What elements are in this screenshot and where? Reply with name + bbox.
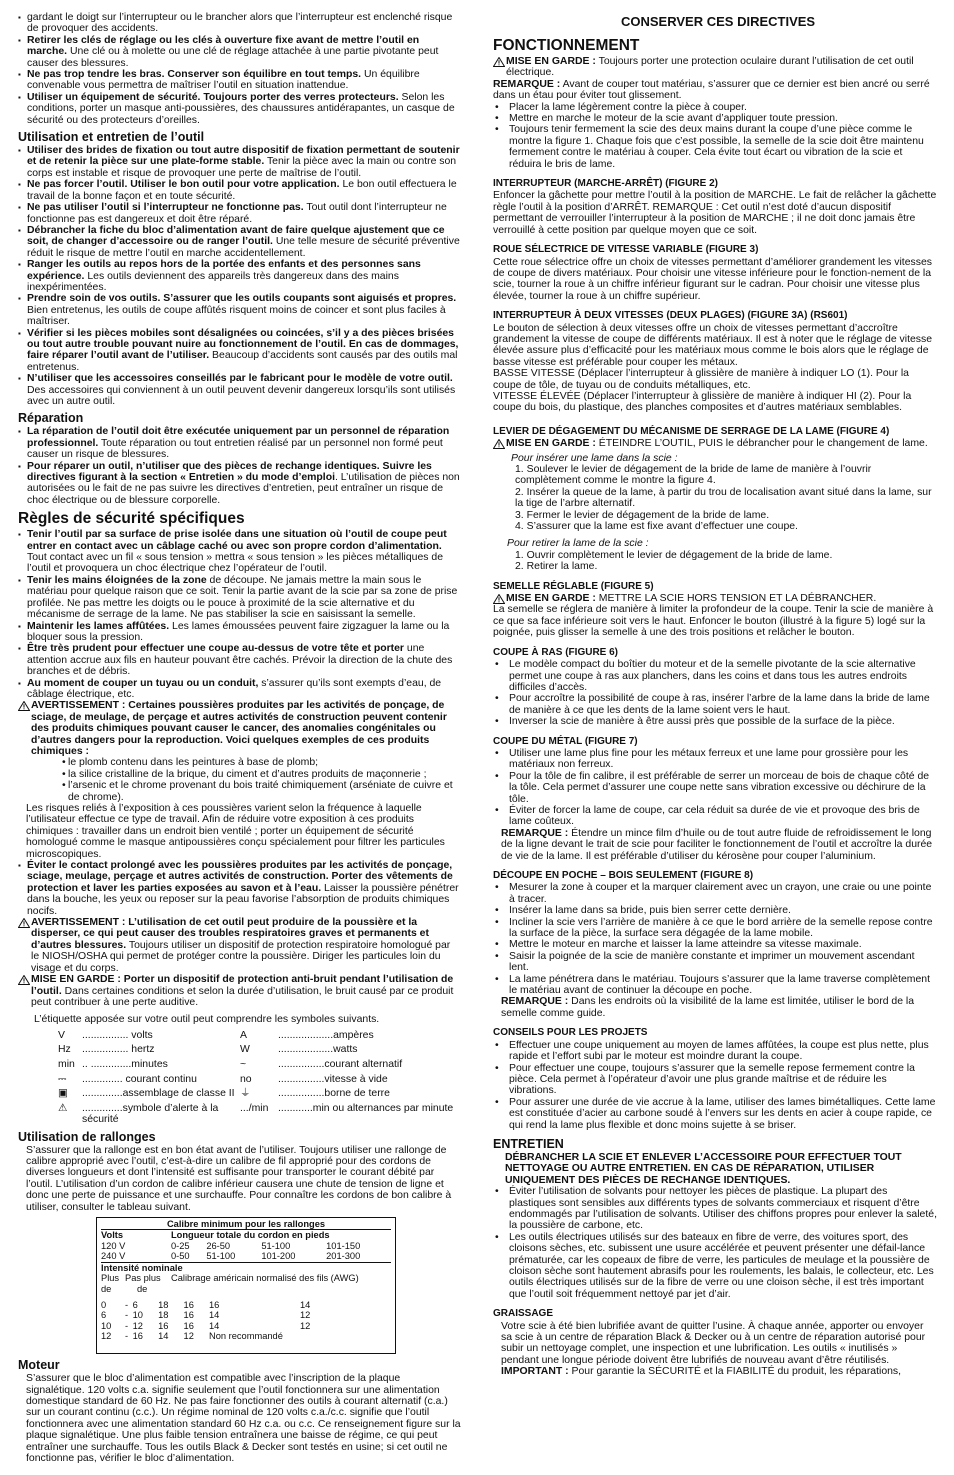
length-header: Longueur totale du cordon en pieds (171, 1230, 330, 1241)
important-text: Pour garantie la SÉCURITÉ et la FIABILITÉ du produit, les réparations, (568, 1366, 902, 1378)
table-cell: - (125, 1310, 129, 1321)
right-column (493, 12, 937, 1378)
list-item (18, 529, 461, 575)
table-row (101, 1300, 391, 1310)
list-item: • Incliner la scie vers l’arrière de manière à ce que le bord arrière de la semelle repose contre la surface de la pièce, la surface sera dégagée de la lame mobile. (493, 917, 937, 940)
fonctionnement-title: FONCTIONNEMENT (493, 37, 640, 54)
left-column (18, 12, 461, 1464)
symbol-glyph: ⏚ (240, 1088, 251, 1100)
item-bold: Débrancher la fiche du bloc d’alimentation avant de faire quelque ajustement que ce soit, de changer d’accessoire ou de ranger l’outil. (27, 224, 445, 248)
mise-label: MISE EN GARDE : (506, 56, 596, 67)
item-bold: Ne pas trop tendre les bras. Conserver son équilibre en tout temps. (27, 69, 362, 81)
table-cell: 16 (158, 1320, 169, 1331)
remarque-text: Avant de couper tout matériau, s’assurer que ce dernier est bien ancré ou serré dans un étau pour éviter tout glissement. (493, 78, 930, 102)
symbol-label: ................ volts (82, 1029, 153, 1041)
symbol-row (58, 1059, 458, 1074)
symbol-label: ................borne de terre (278, 1088, 390, 1100)
roue-title: ROUE SÉLECTRICE DE VITESSE VARIABLE (FIGURE 3) (493, 244, 759, 256)
intro-list (18, 12, 461, 126)
symbol-glyph: ⚠ (58, 1102, 68, 1114)
warning-noise-text: Dans certaines conditions et selon la durée d’utilisation, le bruit causé par ce produit peut contribuer à une perte auditive. (31, 985, 454, 1008)
entretien-list (493, 1186, 937, 1300)
metal-list (493, 748, 937, 828)
symbol-label: .............. courant continu (82, 1073, 197, 1085)
entretien-title: ENTRETIEN (493, 1136, 564, 1151)
mise-en-garde-semelle (493, 593, 937, 604)
list-item: • Pour effectuer une coupe, toujours s’assurer que la semelle repose fermement contre la pièce. Cela permet à l’opérateur d’avoir une plus grande maîtrise et de réduire les vibrations. (493, 1063, 937, 1097)
list-item: • Pour assurer une durée de vie accrue à la lame, utiliser des lames bimétalliques. Cette lame est constituée d’acier au carbone soudé à l’envers sur les dents en acier à coupe rapide, ce qui rend la lame plus flexible et donc moins sujette à se briser. (493, 1097, 937, 1131)
symbol-glyph: V (58, 1029, 65, 1041)
table-cell: 26-50 (206, 1240, 231, 1251)
table-cell: - (125, 1300, 129, 1311)
table-row (101, 1251, 391, 1261)
table-row (101, 1331, 391, 1341)
conserver-title: CONSERVER CES DIRECTIVES (621, 14, 816, 29)
symbols-intro: L’étiquette apposée sur votre outil peut comprendre les symboles suivants. (34, 1014, 380, 1026)
warning-triangle-icon (493, 439, 505, 449)
awg-label: Calibrage américain normalisé des fils (AWG) (171, 1273, 359, 1284)
table-cell: 12 (299, 1320, 311, 1331)
list-item: • le plomb contenu dans les peintures à base de plomb; (62, 757, 461, 768)
list-item: • Le modèle compact du boîtier du moteur et de la semelle pivotante de la scie alternative permet une coupe à ras aux planchers, dans les coins et dans tous les autres endroits difficiles d’accès. (493, 659, 937, 693)
symbol-row (58, 1088, 458, 1103)
inserer-steps (503, 464, 937, 532)
item-text: Un équilibre convenable vous permettra de maîtriser l’outil en situation inattendue. (27, 69, 420, 92)
list-item: 3. Fermer le levier de dégagement de la bride de lame. (515, 509, 770, 521)
conseils-list (493, 1040, 937, 1131)
item-text: s’assurer qu’ils sont exempts d’eau, de câblage électrique, etc. (27, 677, 442, 700)
list-item (18, 12, 461, 35)
item-bold: Maintenir les lames affûtées. (27, 620, 170, 632)
table-cell: 12 (299, 1310, 311, 1321)
amperage-table (101, 1263, 391, 1341)
ras-list (493, 659, 937, 727)
symbol-label: ..............symbole d’alerte à la sécurité (82, 1102, 219, 1126)
table-cell: 12 (132, 1320, 143, 1331)
table-cell: 240 V (101, 1250, 126, 1261)
item-text: Bien entretenus, les outils de coupe affûtés risquent moins de coincer et sont plus faciles à maîtriser. (27, 304, 446, 328)
symbol-glyph: Hz (58, 1044, 71, 1056)
vitesse-elevee-paragraph: VITESSE ÉLEVÉE (Déplacer l’interrupteur à glissière de manière à indiquer HI (2). Pour la coupe du bois, du plastique, des planches composites et d’autres matériaux semblables. (493, 390, 912, 414)
table-cell: 10 (101, 1320, 112, 1331)
list-item (18, 373, 461, 407)
symbol-row (58, 1030, 458, 1045)
table-cell: 16 (183, 1310, 194, 1321)
mise-label: MISE EN GARDE : (506, 593, 596, 605)
list-item: • l’arsenic et le chrome provenant du bois traité chimiquement (arséniate de cuivre et de chrome). (62, 780, 461, 803)
warning-respiratory-bold: AVERTISSEMENT : L’utilisation de cet outil peut produire de la poussière et la disperser, ce qui peut causer des troubles respiratoires graves et permanents et d’autres blessures. (31, 917, 429, 951)
plus-header: Plus (101, 1273, 120, 1284)
de-label: de (101, 1283, 112, 1294)
list-item: • Éviter l’utilisation de solvants pour nettoyer les pièces de plastique. La plupart des plastiques sont sensibles aux différents types de solvants commerciaux et risquent d’être endommagés par l’utilisation de solvants. Utiliser des chiffons propres pour enlever la saleté, la poussière de carbone, etc. (493, 1186, 937, 1232)
list-item: • Les outils électriques utilisés sur des bateaux en fibre de verre, des voitures sport, des cloisons sèches, etc. subissent une usure accélérée et peuvent présenter une défail-lance prématurée, car les copeaux de fibre de verre, les particules de meulage et la poussière de cloison sèche sont hautement abrasifs pour les roulements, les balais, le collecteur, etc. Les outils électriques utilisés sur de la fibre de verre ou une cloison sèche, il est très important que l’outil soit fréquemment nettoyé par jet d’air. (493, 1232, 937, 1300)
list-item: • Éviter de forcer la lame de coupe, car cela réduit sa durée de vie et provoque des bris de lame coûteux. (493, 805, 937, 828)
symbol-glyph: ~ (240, 1058, 247, 1070)
list-item (18, 293, 461, 327)
interrupteur-paragraph: Enfoncer la gâchette pour mettre l’outil à la position de MARCHE. Le fait de relâcher la gâchette règle l’outil à la position d’ARRÊT. REMARQUE : Cet outil n’est doté d’aucun dispositif permettant de verrouiller l’interrupteur à la position de MARCHE ; il ne doit donc jamais être verrouillé à cette position par quelque moyen que ce soit. (493, 190, 937, 236)
table-cell: 51-100 (261, 1240, 291, 1251)
item-bold: Être très prudent pour effectuer une coupe au-dessus de votre tête et porter (27, 643, 404, 655)
item-text: Les outils deviennent des appareils très dangereux dans des mains inexpérimentées. (27, 270, 399, 293)
item-bold: Retirer les clés de réglage ou les clés à ouverture fixe avant de mettre l’outil en marche. (27, 34, 420, 58)
item-bold: N’utiliser que les accessoires conseillés par le fabricant pour le modèle de votre outil. (27, 373, 453, 385)
table-cell: 6 (101, 1310, 107, 1321)
metal-title: COUPE DU MÉTAL (FIGURE 7) (493, 735, 638, 747)
list-item (18, 860, 461, 917)
item-text: une attention accrue aux fils en hauteur pouvant être cachés. Prévoir la direction de la chute des branches et de débris. (27, 643, 453, 678)
graissage-paragraph: Votre scie à été bien lubrifiée avant de quitter l’usine. À chaque année, apporter ou envoyer sa scie à un centre de réparation Black & Decker ou à un centre de réparation autorisé pour subir un nettoyage complet, une inspection et une lubrification. Les outils « inutilisés » pendant une longue période doivent être lubrifiés de nouveau avant d’être réutilisés. (501, 1320, 926, 1366)
deux-vitesses-paragraph: Le bouton de sélection à deux vitesses offre un choix de vitesses permettant d’accroître grandement la vitesse de coupe de différents matériaux. Il est à noter que le réglage de vitesse élevée assure plus d’efficacité pour les matériaux mous comme le bois alors que le réglage de basse vitesse est préférable pour couper les métaux. (493, 322, 933, 368)
symbol-glyph: W (240, 1044, 250, 1056)
mise-en-garde-levier (493, 438, 937, 449)
list-item: • Toujours tenir fermement la scie des deux mains durant la coupe d’une pièce comme le montre la figure 1. Chaque fois que c’est possible, la semelle de la scie doit être maintenu fermement contre le matériau à couper. Cela évite tout écart ou vibration de la scie et réduira le bris de lame. (493, 124, 937, 170)
conseils-title: CONSEILS POUR LES PROJETS (493, 1027, 648, 1039)
levier-title: LEVIER DE DÉGAGEMENT DU MÉCANISME DE SERRAGE DE LA LAME (FIGURE 4) (493, 425, 890, 437)
warning-noise (18, 974, 461, 1008)
list-item (18, 461, 461, 507)
symbol-label: ..............assemblage de classe II (82, 1088, 235, 1100)
rallonges-paragraph: S’assurer que la rallonge est en bon état avant de l’utiliser. Toujours utiliser une rallonge de calibre approprié avec l’outil, c’est-à-dire un calibre de fil approprié pour des cordons de diverses longueurs et dont l’intensité est suffisante pour transporter le courant débité par l’outil. L’utilisation d’un cordon de calibre inférieur causera une chute de tension de ligne et donc une perte de puissance et une surchauffe. Pour connaître les cordons de bon calibre à utiliser, consulter le tableau suivant. (26, 1144, 452, 1213)
item-text: Laisser la poussière pénétrer dans la bouche, les yeux ou reposer sur la peau favorise l’absorption de produits chimiques nocifs. (27, 882, 459, 917)
warning-dust-text: AVERTISSEMENT : Certaines poussières produites par les activités de ponçage, de sciage, de meulage, de perçage et autres activités de construction peuvent contenir des produits chimiques pouvant causer le cancer, des anomalies congénitales ou d’autres dangers pour la reproduction. Voici quelques exemples de ces produits chimiques : (31, 700, 447, 757)
chemicals-list (62, 757, 461, 803)
remarque-label: REMARQUE : (493, 78, 561, 90)
table-cell: 0-25 (171, 1240, 190, 1251)
remarque-label: REMARQUE : (501, 827, 569, 839)
item-text: Toute réparation ou tout entretien réalisé par un personnel non formé peut causer un risque de blessures. (27, 437, 443, 461)
pas-plus-and-awg-header (125, 1273, 391, 1283)
item-text: Une telle mesure de sécurité préventive réduit le risque de mettre l’outil en marche accidentellement. (27, 236, 460, 259)
moteur-paragraph: S’assurer que le bloc d’alimentation est compatible avec l’inscription de la plaque signalétique. 120 volts c.a. signifie seulement que l’outil fonctionnera sur une alimentation domestique standard de 60 Hz. Ne pas faire fonctionner des outils à courant alternatif (c.a.) sur un courant continu (c.c.). Un régime nominal de 120 volts c.a./c.c. signifie que l’outil fonctionnera avec une alimentation standard 60 Hz c.a. ou c.c. Ce renseignement figure sur la plaque signalétique. Une plus faible tension entraînera une baisse de régime, ce qui peut entraîner une surchauffe. Tous les outils Black & Decker sont testés en usine; si cet outil ne fonctionne pas, vérifier le bloc d’alimentation. (26, 1373, 461, 1465)
warning-triangle-icon (493, 594, 505, 604)
symbol-glyph: ⎓ (58, 1073, 67, 1085)
retirer-steps (503, 550, 937, 573)
list-item: 1. Ouvrir complètement le levier de dégagement de la bride de lame. (515, 549, 833, 561)
table-cell: - (125, 1320, 129, 1331)
important-label: IMPORTANT : (501, 1366, 569, 1378)
list-item (18, 621, 461, 644)
table-cell: 201-300 (326, 1250, 361, 1261)
item-bold: Tenir l’outil par sa surface de prise isolée dans une situation où l’outil de coupe peut entrer en contact avec un câblage caché ou avec son propre cordon d’alimentation. (27, 529, 447, 552)
list-item: • Inverser la scie de manière à être aussi près que possible de la surface de la pièce. (493, 716, 937, 727)
item-bold: Éviter le contact prolongé avec les poussières produites par les activités de ponçage, sciage, meulage, perçage et autres activités de construction. Porter des vêtements de protection et laver les parties exposées au savon et à l’eau. (27, 860, 453, 894)
list-item: 4. S’assurer que la lame est fixe avant d’effectuer une coupe. (515, 521, 798, 533)
list-item (18, 426, 461, 460)
utilisation-list (18, 145, 461, 407)
list-item: • Insérer la lame dans sa bride, puis bien serrer cette dernière. (493, 905, 937, 916)
table-cell: 10 (132, 1310, 143, 1321)
deux-vitesses-title: INTERRUPTEUR À DEUX VITESSES (DEUX PLAGES) (FIGURE 3A) (RS601) (493, 310, 848, 322)
symbol-label: .. ..............minutes (82, 1058, 168, 1070)
symbol-glyph: min (58, 1058, 75, 1070)
list-item: • Mettre en marche le moteur de la scie avant d’appliquer toute pression. (493, 113, 937, 124)
list-item (18, 35, 461, 69)
remarque-text: Étendre un mince film d’huile ou de tout autre fluide de refroidissement le long de la ligne devant le trait de scie pour faciliter le fonctionnement de l’outil et accroître la durée de vie de la lame. Il est préférable d’utiliser du kérosène pour couper l’aluminium. (501, 827, 933, 862)
symbol-glyph: no (240, 1073, 252, 1085)
list-item (18, 69, 461, 92)
symbol-label: ...................ampères (278, 1029, 374, 1041)
table-row (101, 1321, 391, 1331)
mise-text: METTRE LA SCIE HORS TENSION ET LA DÉBRANCHER. (595, 593, 877, 605)
table-cell: 18 (158, 1310, 169, 1321)
table-cell: 14 (209, 1310, 220, 1321)
symbol-label: ...................watts (278, 1044, 358, 1056)
list-item: • Saisir la poignée de la scie de manière constante et imprimer un mouvement ascendant lent. (493, 951, 937, 974)
list-item (18, 259, 461, 293)
list-item (18, 678, 461, 701)
item-bold: Ranger les outils au repos hors de la portée des enfants et des personnes sans expérience. (27, 259, 421, 282)
semelle-title: SEMELLE RÉGLABLE (FIGURE 5) (493, 580, 654, 592)
item-text: Beaucoup d’accidents sont causés par des outils mal entretenus. (27, 350, 458, 373)
list-item (18, 92, 461, 126)
table-row (101, 1310, 391, 1320)
reparation-list (18, 426, 461, 506)
table-cell: 0 (101, 1300, 107, 1311)
item-text: . L’utilisation de pièces non autorisées ou le fait de ne pas suivre les directives d’entretien, peut entraîner un risque de choc électrique ou de blessure corporelle. (27, 472, 460, 506)
section-title-regles: Règles de sécurité spécifiques (18, 510, 245, 528)
amperage-header: Intensité nominale (101, 1263, 183, 1274)
extension-cord-table (96, 1217, 396, 1354)
poche-title: DÉCOUPE EN POCHE – BOIS SEULEMENT (FIGURE 8) (493, 870, 754, 881)
table-cell: 14 (209, 1320, 220, 1331)
symbol-row (58, 1103, 458, 1126)
symbol-row (58, 1044, 458, 1059)
fonctionnement-list (493, 102, 937, 170)
table-caption: Calibre minimum pour les rallonges (101, 1219, 391, 1230)
list-item: • Pour la tôle de fin calibre, il est préférable de serrer un morceau de bois de chaque côté de la tôle. Cela permet d’assurer une coupe nette sans vibration excessive ou déchirure de la tôle. (493, 771, 937, 805)
table-cell: 16 (183, 1320, 194, 1331)
list-item: 2. Insérer la queue de la lame, à partir du trou de localisation avant situé dans la lame, sur la tige de l’arbre alternatif. (515, 486, 932, 510)
warning-triangle-icon (18, 918, 30, 928)
regles-list (18, 529, 461, 700)
item-text: Des accessoires qui conviennent à un outil peuvent devenir dangereux lorsqu’ils sont utilisés avec un autre outil. (27, 384, 456, 407)
section-title-moteur: Moteur (18, 1358, 60, 1373)
warning-noise-bold: MISE EN GARDE : Porter un dispositif de protection anti-bruit pendant l’utilisation de l’outil. (31, 974, 454, 997)
list-item: • Placer la lame légèrement contre la pièce à couper. (493, 102, 937, 113)
item-bold: Prendre soin de vos outils. S’assurer que les outils coupants sont aiguisés et propres. (27, 293, 457, 305)
list-item: • la silice cristalline de la brique, du ciment et d’autres produits de maçonnerie ; (62, 769, 461, 780)
table-cell: 14 (158, 1330, 169, 1341)
list-item: 2. Retirer la lame. (515, 561, 598, 573)
item-bold: Pour réparer un outil, n’utiliser que des pièces de rechange identiques. Suivre les directives figurant à la section « Entretien » du mode d’emploi (27, 460, 432, 484)
list-item (18, 643, 461, 677)
interrupteur-title: INTERRUPTEUR (MARCHE-ARRÊT) (FIGURE 2) (493, 178, 718, 190)
list-item: • Mettre le moteur en marche et laisser la lame atteindre sa vitesse maximale. (493, 939, 937, 950)
voltage-table (101, 1230, 391, 1261)
table-cell: 16 (209, 1300, 220, 1311)
semelle-paragraph: La semelle se réglera de manière à limiter la profondeur de la coupe. Tenir la scie de manière à ce que sa face inférieure soit vers le haut. Enfoncer le bouton (illustré à la figure 5) logé sur la poignée, puis glisser la semelle à une des trois positions et relâcher le bouton. (493, 604, 934, 639)
symbol-row (58, 1074, 458, 1089)
section-title-reparation: Réparation (18, 411, 84, 426)
symbols-table (58, 1030, 458, 1126)
table-cell: 16 (183, 1300, 194, 1311)
item-text: Une clé ou à molette ou une clé de réglage attachée à une partie pivotante peut causer des blessures. (27, 46, 439, 69)
item-bold: Au moment de couper un tuyau ou un conduit, (27, 677, 259, 689)
symbol-label: ............min ou alternances par minute (278, 1102, 454, 1114)
symbol-label: ................vitesse à vide (278, 1073, 388, 1085)
volts-header: Volts (101, 1230, 124, 1241)
list-item: • Utiliser une lame plus fine pour les métaux ferreux et une lame pour grossière pour les matériaux non ferreux. (493, 748, 937, 771)
warning-triangle-icon (493, 57, 505, 67)
mise-en-garde-eye (493, 56, 937, 79)
list-item (18, 575, 461, 621)
table-cell: 120 V (101, 1240, 126, 1251)
retirer-title: Pour retirer la lame de la scie : (507, 538, 649, 550)
graissage-title: GRAISSAGE (493, 1308, 554, 1320)
item-text: Tout outil dont l’interrupteur ne fonctionne pas est dangereux et doit être réparé. (27, 202, 447, 225)
list-item: 1. Soulever le levier de dégagement de la bride de lame de manière à l’ouvrir complètement comme le montre la figure 4. (515, 464, 872, 487)
remarque-label: REMARQUE : (501, 996, 569, 1008)
item-text: Le bon outil effectuera le travail de la bonne façon et en toute sécurité. (27, 179, 457, 202)
warning-triangle-icon (18, 975, 30, 985)
table-cell: 12 (183, 1330, 194, 1341)
item-bold: Ne pas forcer l’outil. Utiliser le bon outil pour votre application. (27, 179, 340, 191)
ras-title: COUPE À RAS (FIGURE 6) (493, 646, 619, 658)
item-bold: Utiliser des brides de fixation ou tout autre dispositif de fixation permettant de soutenir et de retenir la pièce sur une plate-forme stable. (27, 145, 460, 168)
item-bold: Utiliser un équipement de sécurité. Toujours porter des verres protecteurs. (27, 91, 399, 103)
de-label-2: de (137, 1283, 148, 1294)
list-item (18, 145, 461, 179)
poche-list (493, 882, 937, 996)
table-cell: 6 (132, 1300, 138, 1311)
section-title-utilisation: Utilisation et entretien de l’outil (18, 130, 205, 145)
item-text: Tout contact avec un fil « sous tension » mettra « sous tension » les pièces métalliques de l’outil et provoquera un choc électrique chez l’opérateur de l’outil. (27, 552, 443, 575)
mise-text: ÉTEINDRE L’OUTIL, PUIS le débrancher pour le changement de lame. (595, 438, 928, 450)
roue-paragraph: Cette roue sélectrice offre un choix de vitesses permettant d’améliorer grandement les vitesses de coupe de divers matériaux. Pour choisir une vitesse inférieure pour le fonction-nement de la scie, tourner la roue à un chiffre inférieur figurant sur le cadran. Pour choisir une vitesse plus élevée, tourner la roue à un chiffre supérieur. (493, 256, 932, 302)
symbol-glyph: ▣ (58, 1088, 68, 1100)
symbol-glyph: .../min (240, 1102, 269, 1114)
item-bold: Ne pas utiliser l’outil si l’interrupteur ne fonctionne pas. (27, 202, 304, 214)
symbol-label: ................ hertz (82, 1044, 155, 1056)
item-text: Tenir la pièce avec la main ou contre son corps est instable et risque de provoquer une perte de maîtrise de l’outil. (27, 156, 457, 179)
item-text: Selon les conditions, porter un masque anti-poussières, des chaussures antidérapantes, un casque de sécurité ou des protecteurs d’oreilles. (27, 91, 455, 126)
list-item (18, 328, 461, 374)
item-bold: La réparation de l’outil doit être exécutée uniquement par un personnel de réparation professionnel. (27, 426, 450, 449)
list-item: • Pour accroître la possibilité de coupe à ras, insérer l’arbre de la lame dans la bride de lame de manière à ce que les dents de la lame soient vers le haut. (493, 693, 937, 716)
list-item: • La lame pénétrera dans le matériau. Toujours s’assurer que la lame traverse complètement le matériau avant de continuer la découpe en poche. (493, 974, 937, 997)
mise-label: MISE EN GARDE : (506, 438, 596, 450)
table-cell: 16 (132, 1330, 143, 1341)
pas-plus-label: Pas plus (125, 1273, 161, 1284)
inserer-title: Pour insérer une lame dans la scie : (511, 452, 678, 464)
symbol-glyph: A (240, 1029, 247, 1041)
table-cell: 18 (158, 1300, 169, 1311)
list-item (18, 179, 461, 202)
warning-respiratory-text: Toujours utiliser un dispositif de protection respiratoire homologué par le NIOSH/OSHA qui permet de protéger contre la poussière. Diriger les particules loin du visage et du corps. (31, 939, 451, 974)
warning-respiratory (18, 917, 461, 974)
item-text: de découpe. Ne jamais mettre la main sous le matériau pour quelque raison que ce soit. Tenir la partie avant de la scie par sa zone de prise profilée. Ne pas mettre les doigts ou le pouce à proximité de la scie alternative et du mécanisme de serrage de la lame. Ne pas stabiliser la scie en saisissant la semelle. (27, 574, 458, 621)
table-cell: 12 (101, 1330, 112, 1341)
table-cell: 0-50 (171, 1250, 190, 1261)
table-cell: 101-150 (326, 1240, 361, 1251)
remarque-text: Dans les endroits où la visibilité de la lame est limitée, utiliser le bord de la semelle comme guide. (501, 996, 915, 1019)
table-row (101, 1241, 391, 1251)
item-bold: Tenir les mains éloignées de la zone (27, 574, 207, 586)
table-cell: - (125, 1330, 129, 1341)
item-text: Les lames émoussées peuvent faire zigzaguer la lame ou la bloquer sous la pression. (27, 620, 450, 643)
contact-list (18, 860, 461, 917)
section-title-rallonges: Utilisation de rallonges (18, 1129, 156, 1144)
table-cell: 14 (299, 1300, 311, 1311)
table-cell: 101-200 (261, 1250, 296, 1261)
list-item: • Effectuer une coupe uniquement au moyen de lames affûtées, la coupe est plus nette, plus rapide et l’effort subi par le moteur est moindre durant la coupe. (493, 1040, 937, 1063)
list-item (18, 202, 461, 225)
table-cell: Non recommandé (209, 1330, 283, 1341)
symbol-label: ................courant alternatif (278, 1058, 403, 1070)
list-item (18, 225, 461, 259)
warning-dust (18, 700, 461, 757)
list-item: • Mesurer la zone à couper et la marquer clairement avec un crayon, une craie ou une pointe à tracer. (493, 882, 937, 905)
item-text: gardant le doigt sur l’interrupteur ou le brancher alors que l’interrupteur est enclenché risque de provoquer des accidents. (27, 12, 453, 35)
item-bold: Vérifier si les pièces mobiles sont désalignées ou coincées, s’il y a des pièces brisées ou tout autre trouble pouvant nuire au fonctionnement de l’outil. En cas de dommages, faire réparer l’outil avant de l’utiliser. (27, 327, 459, 362)
table-cell: 51-100 (206, 1250, 236, 1261)
risk-paragraph: Les risques reliés à l’exposition à ces poussières varient selon la fréquence à laquelle l’utilisateur effectue ce type de travail. Afin de réduire votre exposition à ces produits chimiques : travailler dans un endroit bien ventilé ; porter un équipement de sécurité homologué comme le masque antipoussières conçu spécialement pour filtrer les particules microscopiques. (26, 803, 445, 860)
warning-triangle-icon (18, 701, 30, 711)
entretien-warning: DÉBRANCHER LA SCIE ET ENLEVER L’ACCESSOIRE POUR EFFECTUER TOUT NETTOYAGE OU AUTRE ENTRETIEN. EN CAS DE RÉPARATION, UTILISER UNIQUEMENT DES PIÈCES DE RECHANGE IDENTIQUES. (505, 1151, 902, 1186)
mise-text: Toujours porter une protection oculaire durant l’utilisation de cet outil électrique. (506, 56, 914, 79)
basse-vitesse-paragraph: BASSE VITESSE (Déplacer l’interrupteur à glissière de manière à indiquer LO (1). Pour la coupe de tôle, de tuyau ou de conduits métalliques, etc. (493, 368, 909, 391)
